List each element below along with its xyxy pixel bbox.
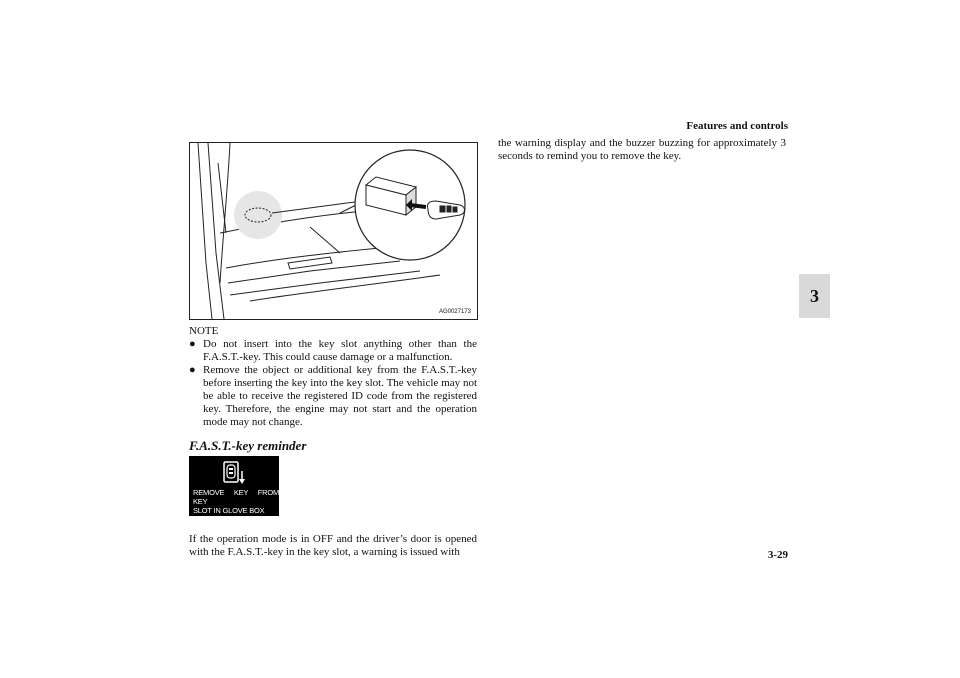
warning-message: REMOVE KEY FROM KEY SLOT IN GLOVE BOX	[193, 488, 279, 515]
section-heading: F.A.S.T.-key reminder	[189, 438, 307, 453]
page-number: 3-29	[767, 549, 788, 561]
warning-display	[189, 456, 279, 516]
chapter-tab: 3	[799, 274, 830, 318]
reminder-paragraph-continued: the warning display and the buzzer buzzing for approximately 3 seconds to remind you to remove the key.	[498, 137, 786, 162]
running-header: Features and controls	[686, 120, 788, 132]
note-title: NOTE	[189, 325, 219, 337]
bullet-icon: ●	[189, 338, 196, 350]
reminder-paragraph: If the operation mode is in OFF and the driver’s door is opened with the F.A.S.T.-key in the key slot, a warning is issued with	[189, 533, 477, 558]
bullet-icon: ●	[189, 364, 196, 376]
note-item: ● Remove the object or additional key from the F.A.S.T.-key before inserting the key into the key slot. The vehicle may not be able to receive the registered ID code from the registered key. Therefore, the engine may not start and the operation mode may not change.	[189, 364, 477, 428]
left-column	[189, 325, 477, 559]
figure-code: AG0027173	[438, 309, 471, 315]
key-in-slot-icon	[223, 461, 247, 487]
glovebox-key-slot-illustration	[189, 142, 478, 320]
right-column	[498, 137, 786, 163]
dashboard-drawing	[190, 143, 477, 319]
slot-highlight	[234, 191, 282, 239]
note-item: ● Do not insert into the key slot anything other than the F.A.S.T.-key. This could cause damage or a malfunction.	[189, 338, 477, 363]
note-list	[189, 338, 477, 429]
